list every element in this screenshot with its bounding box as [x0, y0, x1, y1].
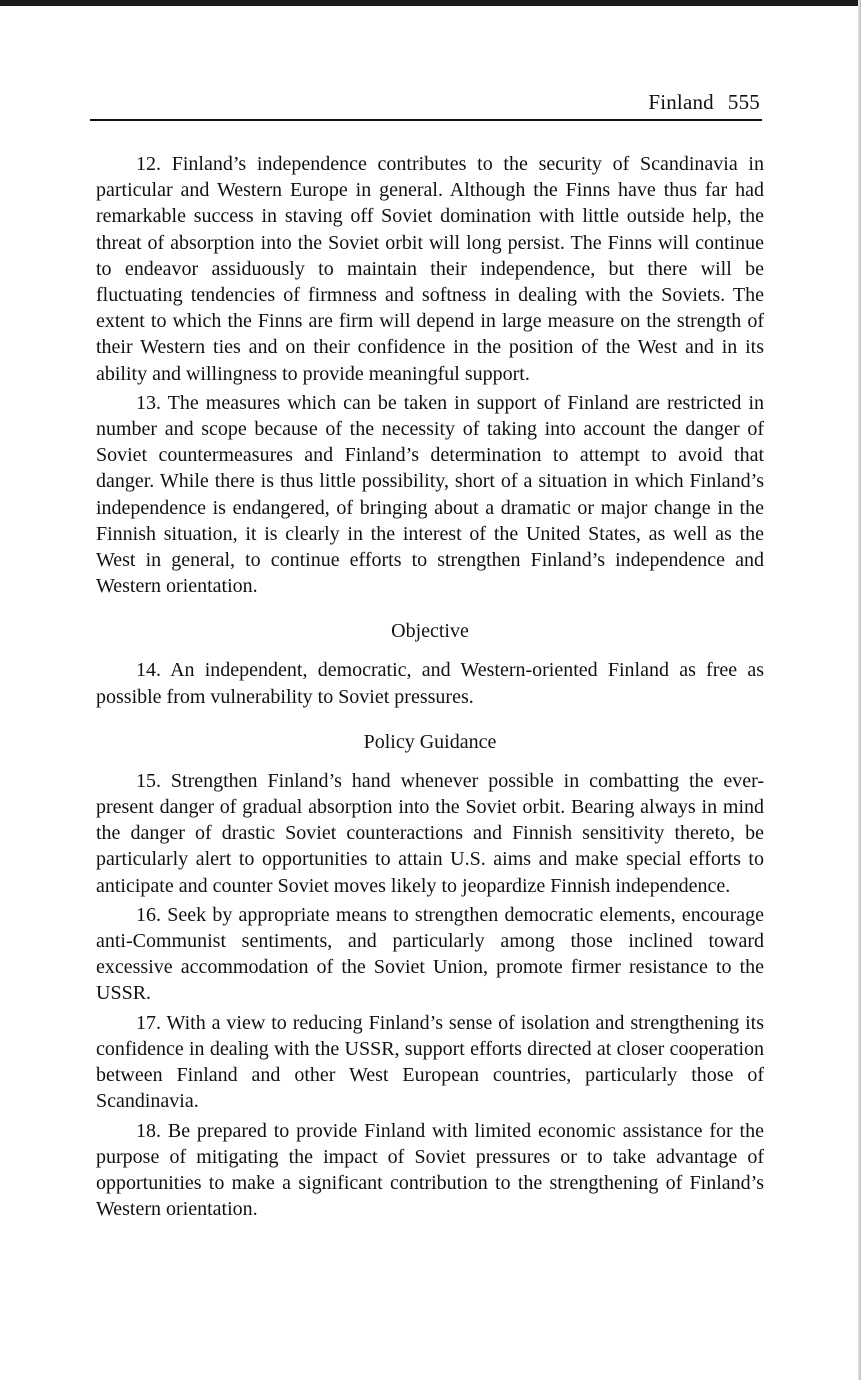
- heading-objective: Objective: [391, 620, 469, 643]
- header-rule: [90, 119, 762, 121]
- running-head-title: Finland: [648, 90, 714, 114]
- paragraph-14: 14. An independent, democratic, and Western-oriented Finland as free as possible from vulnerability to Soviet pressures.: [96, 659, 764, 708]
- page-body: [96, 151, 764, 1225]
- paragraph-15: 15. Strengthen Finland’s hand whenever possible in combatting the ever-present danger of gradual absorption into the Soviet orbit. Bearing always in mind the danger of drastic Soviet counteractions and Finnish sensitivity thereto, be particularly alert to opportunities to attain U.S. aims and make special efforts to anticipate and counter Soviet moves likely to jeopardize Finnish independence.: [96, 769, 764, 897]
- paragraph-18: 18. Be prepared to provide Finland with limited economic assistance for the purpose of mitigating the impact of Soviet pressures or to take advantage of opportunities to make a significant contribution to the strengthening of Finland’s Western orientation.: [96, 1119, 764, 1221]
- running-head: [92, 88, 760, 116]
- scan-top-edge: [0, 0, 861, 6]
- paragraph-17: 17. With a view to reducing Finland’s sense of isolation and strengthening its confidence in dealing with the USSR, support efforts directed at closer cooperation between Finland and other West European countries, particularly those of Scandinavia.: [96, 1011, 764, 1113]
- paragraph-16: 16. Seek by appropriate means to strengthen democratic elements, encourage anti-Communist sentiments, and particularly among those inclined toward excessive accommodation of the Soviet Union, promote firmer resistance to the USSR.: [96, 903, 764, 1005]
- page-number: 555: [727, 90, 760, 114]
- paragraph-13: 13. The measures which can be taken in support of Finland are restricted in number and scope because of the necessity of taking into account the danger of Soviet countermeasures and Finland’s determination to attempt to avoid that danger. While there is thus little possibility, short of a situation in which Finland’s independence is endangered, of bringing about a dramatic or major change in the Finnish situation, it is clearly in the interest of the United States, as well as the West in general, to continue efforts to strengthen Finland’s independence and Western orientation.: [96, 391, 764, 598]
- paragraph-12: 12. Finland’s independence contributes to the security of Scandinavia in particular and Western Europe in general. Although the Finns have thus far had remarkable success in staving off Soviet domination with little outside help, the threat of absorption into the Soviet orbit will long persist. The Finns will continue to endeavor assiduously to maintain their independence, but there will be fluctuating tendencies of firmness and softness in dealing with the Soviets. The extent to which the Finns are firm will depend in large measure on the strength of their Western ties and on their confidence in the position of the West and in its ability and willingness to provide meaningful support.: [96, 153, 764, 385]
- heading-policy-guidance: Policy Guidance: [363, 730, 497, 753]
